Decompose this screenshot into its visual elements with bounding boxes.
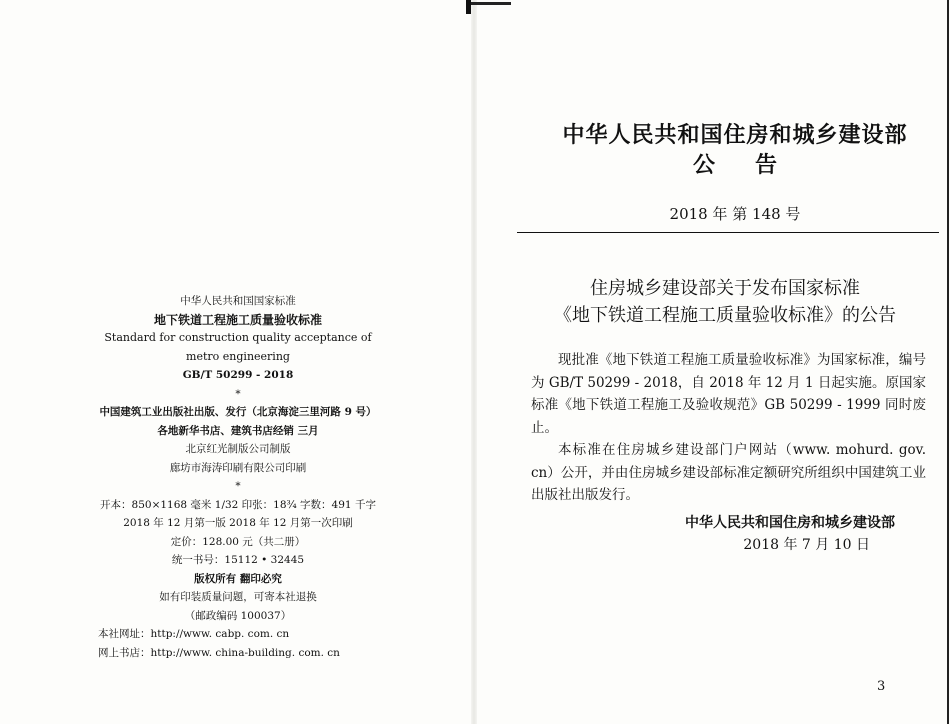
imprint-line: 网上书店：http://www. china-building. com. cn <box>98 646 340 659</box>
announcement-title-line1: 住房城乡建设部关于发布国家标准 <box>590 278 860 299</box>
imprint-line: 2018 年 12 月第一版 2018 年 12 月第一次印刷 <box>123 517 353 529</box>
imprint-line: 如有印装质量问题，可寄本社退换 <box>159 591 317 603</box>
imprint-line: 北京红光制版公司制版 <box>185 443 291 455</box>
imprint-line: 中华人民共和国国家标准 <box>180 295 296 307</box>
imprint-line: GB/T 50299 - 2018 <box>182 369 294 381</box>
imprint-line: 地下铁道工程施工质量验收标准 <box>153 312 322 327</box>
imprint-line: 定价：128.00 元（共二册） <box>170 535 306 548</box>
imprint-line: * <box>235 387 241 400</box>
signature-date: 2018 年 7 月 10 日 <box>743 537 870 553</box>
scan-edge <box>947 0 949 724</box>
imprint-line: * <box>235 480 241 492</box>
imprint-line: 中国建筑工业出版社出版、发行（北京海淀三里河路 9 号） <box>99 406 377 418</box>
ministry-title: 中华人民共和国住房和城乡建设部 <box>562 122 908 148</box>
imprint-line: 统一书号：15112 • 32445 <box>171 554 305 566</box>
imprint-line: 廊坊市海涛印刷有限公司印刷 <box>169 461 307 474</box>
issue-number: 2018 年 第 148 号 <box>669 205 801 223</box>
imprint-line: 开本：850×1168 毫米 1/32 印张：18¾ 字数：491 千字 <box>100 498 376 511</box>
imprint-line: 各地新华书店、建筑书店经销 三月 <box>157 424 319 437</box>
body-paragraph-1: 现批准《地下铁道工程施工质量验收标准》为国家标准，编号为 GB/T 50299 - 2018，自 2018 年 12 月 1 日起实施。原国家标准《地下铁道工程施工及验收规范》GB 50299 - 1999 同时废止。 <box>531 352 926 436</box>
announcement-page <box>475 0 950 724</box>
imprint-line: 本社网址：http://www. cabp. com. cn <box>98 628 290 640</box>
signature-organization: 中华人民共和国住房和城乡建设部 <box>685 515 895 531</box>
imprint-line: metro engineering <box>186 349 290 363</box>
imprint-block <box>78 292 398 662</box>
notice-heading: 公告 <box>692 152 817 178</box>
body-paragraph-2: 本标准在住房城乡建设部门户网站（www. mohurd. gov. cn）公开，并由住房城乡建设部标准定额研究所组织中国建筑工业出版社出版发行。 <box>531 442 926 503</box>
page-number: 3 <box>877 679 886 694</box>
announcement-title-line2: 《地下铁道工程施工质量验收标准》的公告 <box>554 305 896 326</box>
imprint-line: （邮政编码 100037） <box>184 609 292 622</box>
imprint-line: Standard for construction quality acceptance of <box>104 331 372 344</box>
imprint-line: 版权所有 翻印必究 <box>194 572 282 585</box>
header-rule <box>517 232 939 233</box>
